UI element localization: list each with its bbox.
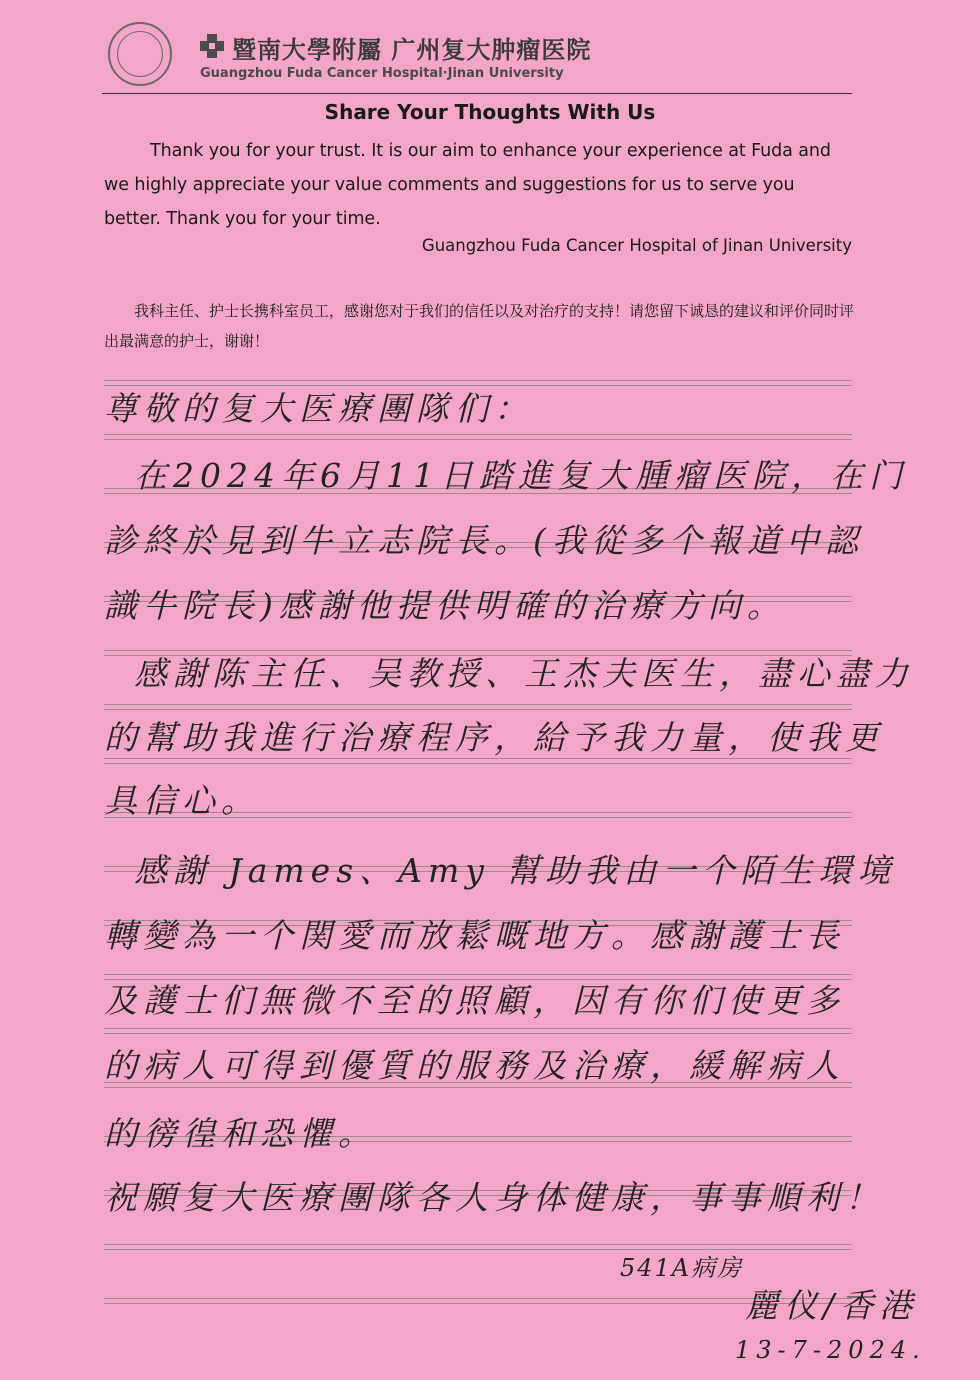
letter-line: 感謝 James、Amy 幫助我由一个陌生環境 [134,851,897,890]
hospital-logo-icon [198,32,226,60]
letter-line: 識牛院長)感謝他提供明確的治療方向。 [104,586,786,625]
letter-line: 具信心。 [104,781,260,820]
ward-number: 541A病房 [620,1254,744,1282]
letter-line: 的幫助我進行治療程序，給予我力量，使我更 [104,718,884,757]
letter-closing: 祝願复大医療團隊各人身体健康，事事順利！ [104,1178,884,1217]
university-seal-icon [108,22,172,86]
signature-date: 13-7-2024. [735,1336,926,1364]
chinese-intro-paragraph: 我科主任、护士长携科室员工，感谢您对于我们的信任以及对治疗的支持！请您留下诚恳的建议和评价同时评出最满意的护士，谢谢！ [104,302,855,350]
intro-paragraph: Thank you for your trust. It is our aim to enhance your experience at Fuda and we highly appreciate your value comments and suggestions for us to serve you better. Thank you for your time. [104,141,831,229]
letter-line: 診終於見到牛立志院長。(我從多个報道中認 [104,521,864,560]
hospital-signoff: Guangzhou Fuda Cancer Hospital of Jinan University [421,236,852,255]
letter-line: 轉變為一个関愛而放鬆嘅地方。感謝護士長 [104,916,845,955]
header-divider [102,93,852,94]
hospital-name-english: Guangzhou Fuda Cancer Hospital·Jinan University [200,66,564,81]
signature-name: 麗仪/香港 [745,1286,919,1325]
letter-line: 的病人可得到優質的服務及治療，緩解病人 [104,1046,845,1085]
letter-line: 在2024年6月11日踏進复大腫瘤医院，在门 [134,456,908,495]
letter-greeting: 尊敬的复大医療團隊们： [104,389,533,428]
form-title: Share Your Thoughts With Us [324,100,656,124]
letter-line: 感謝陈主任、吴教授、王杰夫医生，盡心盡力 [134,654,914,693]
hospital-name-chinese: 暨南大學附屬 广州复大肿瘤医院 [232,36,592,64]
letter-line: 的徬徨和恐懼。 [104,1114,377,1153]
letter-line: 及護士们無微不至的照顧，因有你们使更多 [104,981,845,1020]
